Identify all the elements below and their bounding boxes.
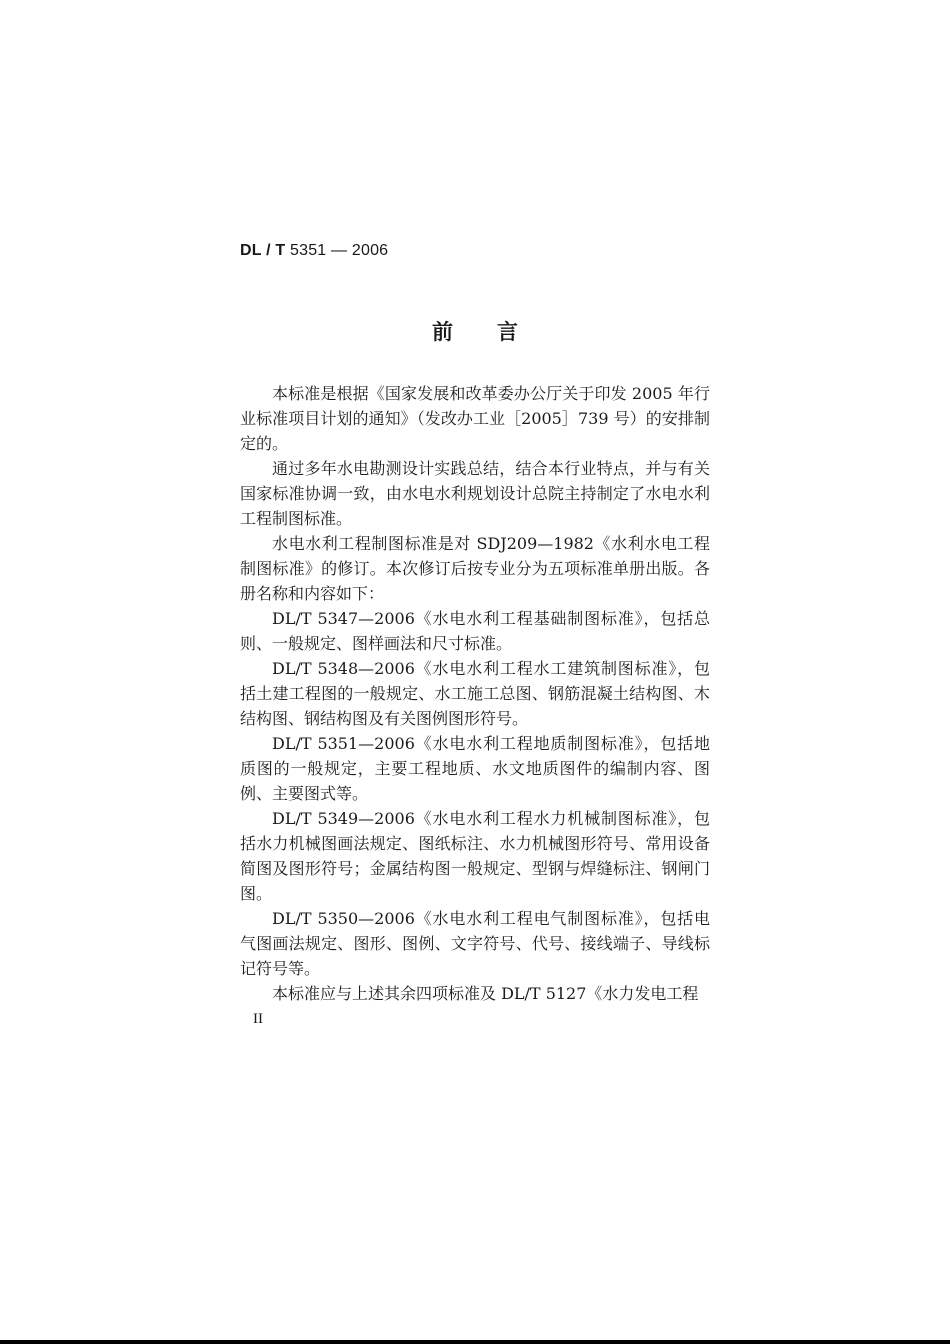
paragraph-4: DL/T 5347—2006《水电水利工程基础制图标准》，包括总则、一般规定、图样画法和尺寸标准。 (240, 609, 710, 653)
paragraph-3: 水电水利工程制图标准是对 SDJ209—1982《水利水电工程制图标准》的修订。本次修订后按专业分为五项标准单册出版。各册名称和内容如下： (240, 534, 710, 603)
paragraph-1: 本标准是根据《国家发展和改革委办公厅关于印发 2005 年行业标准项目计划的通知》（发改办工业［2005］739 号）的安排制定的。 (240, 384, 710, 453)
page-number: II (253, 1011, 263, 1027)
paragraph-2: 通过多年水电勘测设计实践总结，结合本行业特点，并与有关国家标准协调一致，由水电水利规划设计总院主持制定了水电水利工程制图标准。 (240, 459, 710, 528)
standard-code-header (240, 242, 388, 260)
standard-code-number: 5351 — 2006 (285, 242, 389, 259)
standard-code-prefix: DL / T (240, 242, 286, 259)
page-title: 前言 (432, 320, 562, 344)
paragraph-5: DL/T 5348—2006《水电水利工程水工建筑制图标准》，包括土建工程图的一般规定、水工施工总图、钢筋混凝土结构图、木结构图、钢结构图及有关图例图形符号。 (240, 659, 710, 728)
paragraph-9: 本标准应与上述其余四项标准及 DL/T 5127《水力发电工程 (272, 984, 699, 1003)
paragraph-7: DL/T 5349—2006《水电水利工程水力机械制图标准》，包括水力机械图画法规定、图纸标注、水力机械图形符号、常用设备简图及图形符号；金属结构图一般规定、型钢与焊缝标注、钢闸门图。 (240, 809, 710, 903)
paragraph-6: DL/T 5351—2006《水电水利工程地质制图标准》，包括地质图的一般规定，主要工程地质、水文地质图件的编制内容、图例、主要图式等。 (240, 734, 710, 803)
foreword-body (240, 381, 710, 1006)
paragraph-8: DL/T 5350—2006《水电水利工程电气制图标准》，包括电气图画法规定、图形、图例、文字符号、代号、接线端子、导线标记符号等。 (240, 909, 710, 978)
bottom-rule (0, 1340, 950, 1344)
